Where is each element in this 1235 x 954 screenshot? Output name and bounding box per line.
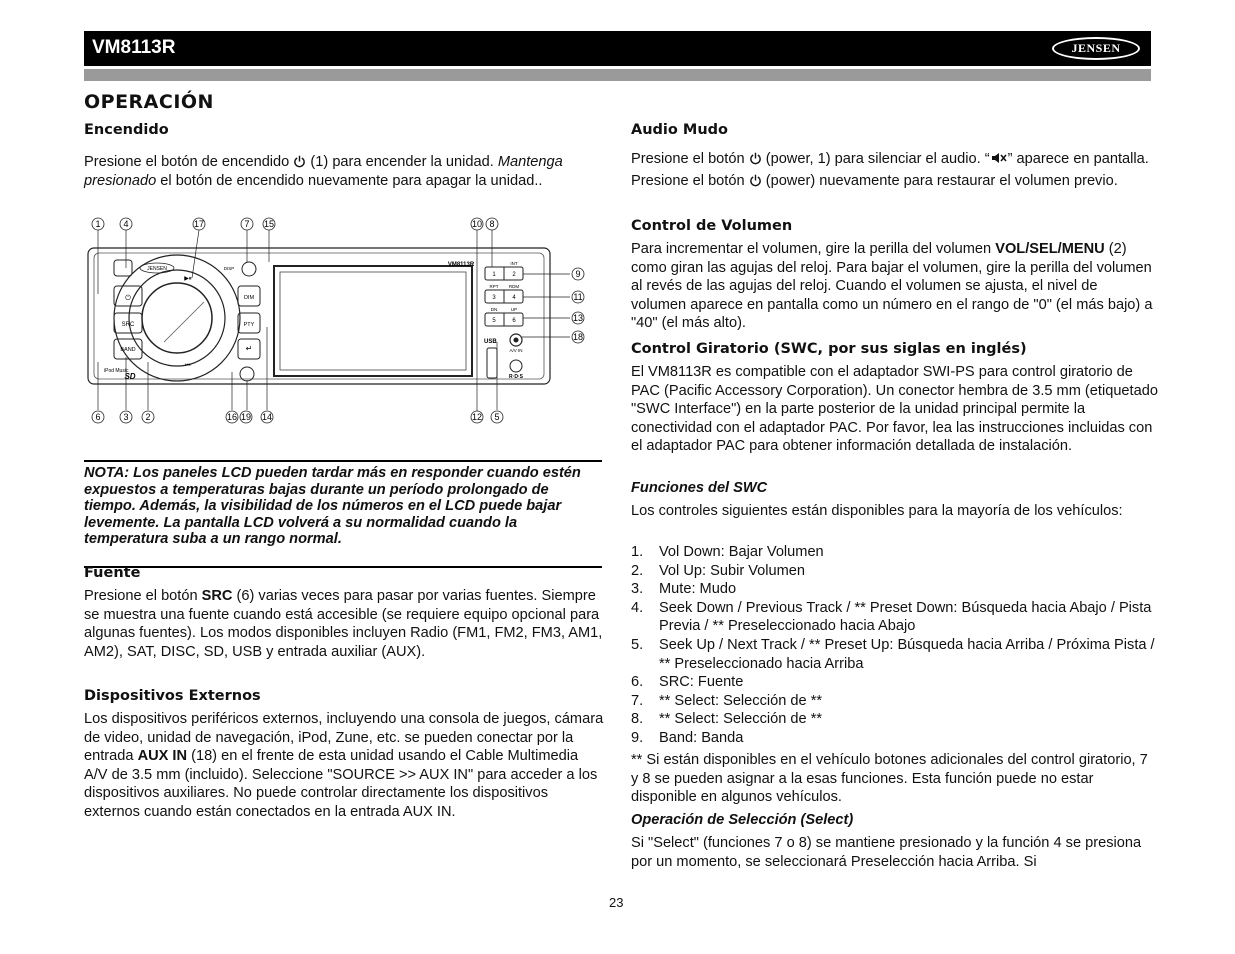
paragraph-dispositivos: Los dispositivos periféricos externos, incluyendo una consola de juegos, cámara de video, unidad de navegación, iPod, Zune, etc. se pueden conectar por la entrada AUX IN (18) en el frente de esta unidad usando el Cable Multimedia A/V de 3.5 mm (incluido). Seleccione "SOURCE >> AUX IN" para acceder a los dispositivos auxiliares. No puede controlar directamente los dispositivos externos cuando están conectados en la entrada AUX IN. [84,711,604,820]
section-title: OPERACIÓN [84,91,214,113]
header-bar [84,31,1151,66]
callout-8: 8 [489,219,495,229]
pty-button: PTY [243,322,255,328]
heading-audio-mudo: Audio Mudo [631,122,728,138]
callouts-top [92,218,498,230]
callout-18: 18 [572,332,584,342]
callout-13: 13 [572,313,584,323]
callout-19: 19 [240,412,252,422]
ipod-label: iPod Music [104,368,129,374]
list-item [631,729,1156,748]
callout-12: 12 [471,412,483,422]
preset-label-dn: DN [490,307,498,312]
callout-15: 15 [263,219,275,229]
callout-10: 10 [471,219,483,229]
callout-6: 6 [95,412,101,422]
preset-3: 3 [492,295,496,301]
list-item-text: ** Select: Selección de ** [659,692,823,709]
preset-1: 1 [492,272,496,278]
callout-17: 17 [193,219,205,229]
list-item-number: 2. [631,562,644,579]
paragraph-volumen: Para incrementar el volumen, gire la perilla del volumen VOL/SEL/MENU (2) como giran las agujas del reloj. Para bajar el volumen, gire la perilla del volumen al revés de las agujas del reloj. Cuando el volumen se ajusta, el nivel de volumen aparece en pantalla como un número en el rango de "0" (el más bajo) a "40" (el más alto). [631,241,1153,332]
paragraph-funciones-intro: Los controles siguientes están disponibles para la mayoría de los vehículos: [631,503,1123,519]
list-item [631,562,1156,581]
mute-speaker-icon [990,151,1008,165]
header-divider [84,69,1151,81]
list-item-number: 8. [631,711,644,728]
heading-funciones-swc: Funciones del SWC [631,480,768,496]
paragraph-footnote: ** Si están disponibles en el vehículo botones adicionales del control giratorio, 7 y 8 se pueden asignar a la esas funciones. Esta función puede no estar disponible en algunos vehículos. [631,752,1148,806]
preset-label-rdm: RDM [508,284,520,289]
heading-encendido: Encendido [84,122,169,138]
power-button-label: ⏻ [125,295,131,302]
list-item-text: Vol Down: Bajar Volumen [659,544,824,560]
rds-logo: R·D·S [509,374,523,380]
lcd-note: NOTA: Los paneles LCD pueden tardar más en responder cuando estén expuestos a temperaturas bajas durante un período prolongado de tiempo. Además, la visibilidad de los números en el LCD puede bajar levemente. La pantalla LCD volverá a su normalidad cuando la temperatura suba a un rango normal. [84,460,602,568]
play-pause-icon: ▶⏸ [184,276,192,282]
callout-2: 2 [145,412,151,422]
list-item-text: ** Select: Selección de ** [659,711,823,728]
band-button: BAND [120,347,136,353]
unit-logo: JENSEN [147,266,167,272]
preset-2: 2 [512,272,516,278]
callout-5: 5 [494,412,500,422]
list-item-text: Seek Down / Previous Track / ** Preset Down: Búsqueda hacia Abajo / Pista Previa / ** Preseleccionado hacia Abajo [659,599,1152,635]
heading-fuente: Fuente [84,565,141,581]
head-unit-diagram [84,212,604,432]
list-item-number: 5. [631,636,644,653]
preset-6: 6 [512,318,516,324]
jensen-logo: JENSEN [1052,37,1140,60]
list-item-number: 4. [631,599,644,616]
heading-volumen: Control de Volumen [631,218,793,234]
paragraph-seleccion: Si "Select" (funciones 7 o 8) se mantiene presionado y la función 4 se presiona por un momento, se seleccionará Preselección hacia Arriba. Si [631,835,1142,870]
callout-9: 9 [575,269,581,279]
paragraph-encendido: Presione el botón de encendido (1) para encender la unidad. Mantenga presionado el botón de encendido nuevamente para apagar la unidad.. [84,154,563,189]
dim-button: DIM [243,295,255,301]
list-item-number: 7. [631,692,644,709]
av-in-label: A/V IN [509,348,523,353]
list-item-text: Band: Banda [659,729,744,746]
callout-16: 16 [226,412,238,422]
callout-4: 4 [123,219,129,229]
callout-1: 1 [95,219,101,229]
list-item [631,710,1156,729]
power-icon [749,152,762,165]
heading-dispositivos: Dispositivos Externos [84,688,261,704]
callouts-right [572,268,584,343]
callout-14: 14 [261,412,273,422]
previous-track-icon: ⏮ [185,363,191,369]
usb-label: USB [484,339,497,345]
paragraph-giratorio: El VM8113R es compatible con el adaptador SWI-PS para control giratorio de PAC (Pacific Accessory Corporation). Un conector hembra de 3.5 mm (etiquetado "SWC Interface") en la parte posterior de la unidad principal permite la conectividad con el adaptador PAC. Por favor, lea las instrucciones incluidas con el adaptador PAC para obtener información detallada de instalación. [631,364,1158,455]
list-item [631,543,1156,562]
swc-functions-list [631,543,1156,748]
list-item-text: Mute: Mudo [659,581,737,598]
callout-11: 11 [573,292,583,302]
paragraph-audio-mudo: Presione el botón (power, 1) para silenciar el audio. “ ” aparece en pantalla. Presione el botón (power) nuevamente para restaurar el volumen previo. [631,151,1149,189]
disp-label: DISP [223,266,235,271]
list-item [631,599,1156,636]
list-item [631,580,1156,599]
list-item-text: SRC: Fuente [659,674,744,691]
list-item-text: Seek Up / Next Track / ** Preset Up: Búsqueda hacia Arriba / Próxima Pista / ** Preseleccionado hacia Arriba [659,636,1155,672]
preset-5: 5 [492,318,496,324]
page-number: 23 [609,895,624,910]
list-item-number: 9. [631,729,644,746]
model-label: VM8113R [447,262,475,268]
list-item-text: Vol Up: Subir Volumen [659,562,806,579]
heading-giratorio: Control Giratorio (SWC, por sus siglas en inglés) [631,341,1027,357]
preset-label-rpt: RPT [489,284,499,289]
list-item [631,692,1156,711]
callouts-bottom [92,411,503,423]
sd-logo: SD [124,372,136,381]
src-button: SRC [121,322,135,328]
list-item-number: 1. [631,544,644,560]
list-item-number: 3. [631,581,644,598]
list-item [631,636,1156,673]
list-item [631,673,1156,692]
back-arrow-icon: ↵ [245,344,253,353]
power-icon [749,174,762,187]
model-title: VM8113R [92,37,176,58]
callout-7: 7 [244,219,250,229]
list-item-number: 6. [631,674,644,691]
preset-4: 4 [512,295,516,301]
power-icon [293,155,306,168]
callout-3: 3 [123,412,129,422]
preset-label-up: UP [510,307,518,312]
preset-label-int: INT [510,261,518,266]
heading-seleccion: Operación de Selección (Select) [631,812,854,828]
paragraph-fuente: Presione el botón SRC (6) varias veces para pasar por varias fuentes. Siempre se muestra una fuente cuando está accesible (se requiere equipo opcional para algunas fuentes). Los modos disponibles incluyen Radio (FM1, FM2, FM3, AM1, AM2), SAT, DISC, SD, USB y entrada auxiliar (AUX). [84,588,603,660]
